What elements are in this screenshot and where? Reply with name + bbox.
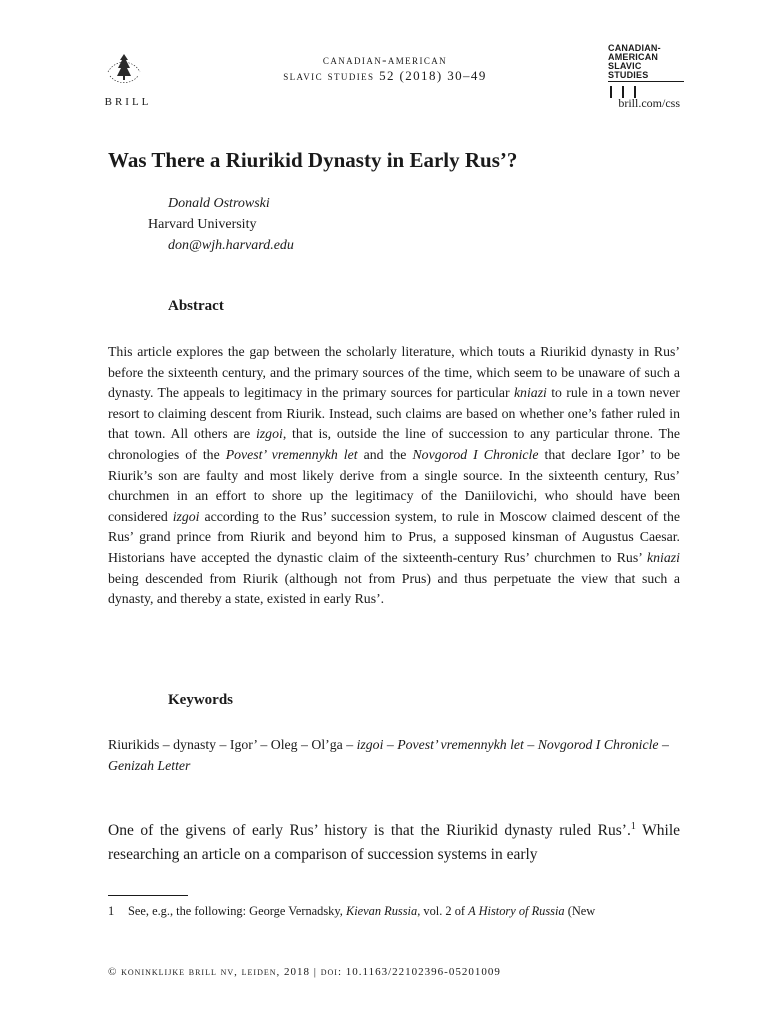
text-run: , that is, outside the line of succession to any particular throne. The chronologies of the [108, 426, 681, 462]
author-affiliation: Harvard University [148, 217, 257, 232]
italic-term: Novgorod I Chronicle [537, 737, 659, 752]
text-run: and the [357, 446, 413, 462]
footnote-divider [108, 895, 188, 896]
author-name: Donald Ostrowski [168, 196, 270, 211]
journal-url[interactable]: brill.com/css [618, 96, 680, 110]
footnote-ref[interactable]: 1 [630, 821, 636, 832]
journal-logo-line: SLAVIC STUDIES [608, 62, 684, 82]
text-run: – [523, 737, 538, 752]
article-title: Was There a Riurikid Dynasty in Early Rus’? [108, 148, 518, 172]
journal-logo-line: AMERICAN [608, 52, 659, 62]
text-run: – [383, 737, 398, 752]
italic-term: kniazi [647, 549, 680, 565]
italic-term: Novgorod I Chronicle [412, 446, 539, 462]
seal-icon [100, 42, 148, 90]
journal-logo [608, 44, 684, 98]
abstract-heading: Abstract [168, 298, 224, 314]
text-run: that declare Igor’ to be Riurik’s son are faulty and most likely derive from a single source. In the sixteenth century, Rus’ churchmen in an effort to shore up the legitimacy of the Daniilovichi, who should have been considered [108, 446, 680, 524]
author-email[interactable]: don@wjh.harvard.edu [168, 238, 294, 253]
italic-term: kniazi [513, 385, 547, 401]
italic-term: Povest’ vremennykh let [397, 737, 524, 752]
text-run: , vol. 2 of [417, 904, 469, 918]
text-run: being descended from Riurik (although not from Prus) and thus perpetuate the view that such a dynasty, and thereby a state, existed in early Rus’. [108, 570, 680, 607]
italic-term: Kievan Russia [345, 904, 418, 918]
body-paragraph [108, 815, 680, 867]
text-run: Riurikids – dynasty – Igor’ – Oleg – Ol’ga – [108, 737, 357, 752]
copyright-doi-footer: © koninklijke brill nv, leiden, 2018 | doi: 10.1163/22102396-05201009 [108, 966, 501, 978]
text-run: to rule in a town never resort to claiming descent from Riurik. Instead, such claims are based on whether one’s father ruled in that town. All others are [108, 385, 680, 442]
italic-term: izgoi [356, 737, 384, 752]
footnote [108, 904, 688, 919]
keywords-list [108, 735, 680, 776]
journal-volume: slavic studies 52 (2018) 30–49 [283, 68, 487, 83]
keywords-heading: Keywords [168, 692, 233, 708]
italic-term: Povest’ vremennykh let [225, 446, 358, 462]
journal-logo-line: CANADIAN- [608, 43, 661, 53]
text-run: This article explores the gap between the scholarly literature, which touts a Riurikid dynasty in Rus’ before the sixteenth century, and the primary sources of the time, which seem to be unaware of such a dynasty. The appeals to legitimacy in the primary sources for particular [108, 344, 680, 401]
footnote-number: 1 [108, 904, 115, 918]
body-text-continued: While researching an article on a comparison of succession systems in early [108, 822, 681, 864]
italic-term: Genizah Letter [108, 757, 191, 773]
italic-term: A History of Russia [468, 904, 565, 918]
text-run: (New [564, 904, 596, 918]
italic-term: izgoi [172, 508, 200, 524]
journal-name: canadian-american [322, 52, 448, 67]
publisher-name: BRILL [104, 96, 152, 108]
abstract-text [108, 342, 680, 610]
text-run: according to the Rus’ succession system, to rule in Moscow claimed descent of the Rus’ grand prince from Riurik and beyond him to Prus, a supposed kinsman of Augustus Caesar. Historians have accepted the dynastic claim of the sixteenth-century Rus’ churchmen to Rus’ [108, 508, 680, 565]
italic-term: izgoi [255, 426, 283, 442]
body-text: One of the givens of early Rus’ history is that the Riurikid dynasty ruled Rus’. [108, 822, 631, 840]
footnote-text [128, 904, 595, 918]
text-run: – [658, 737, 669, 752]
text-run: See, e.g., the following: George Vernadsky, [128, 904, 346, 918]
brill-seal-logo [100, 42, 148, 90]
